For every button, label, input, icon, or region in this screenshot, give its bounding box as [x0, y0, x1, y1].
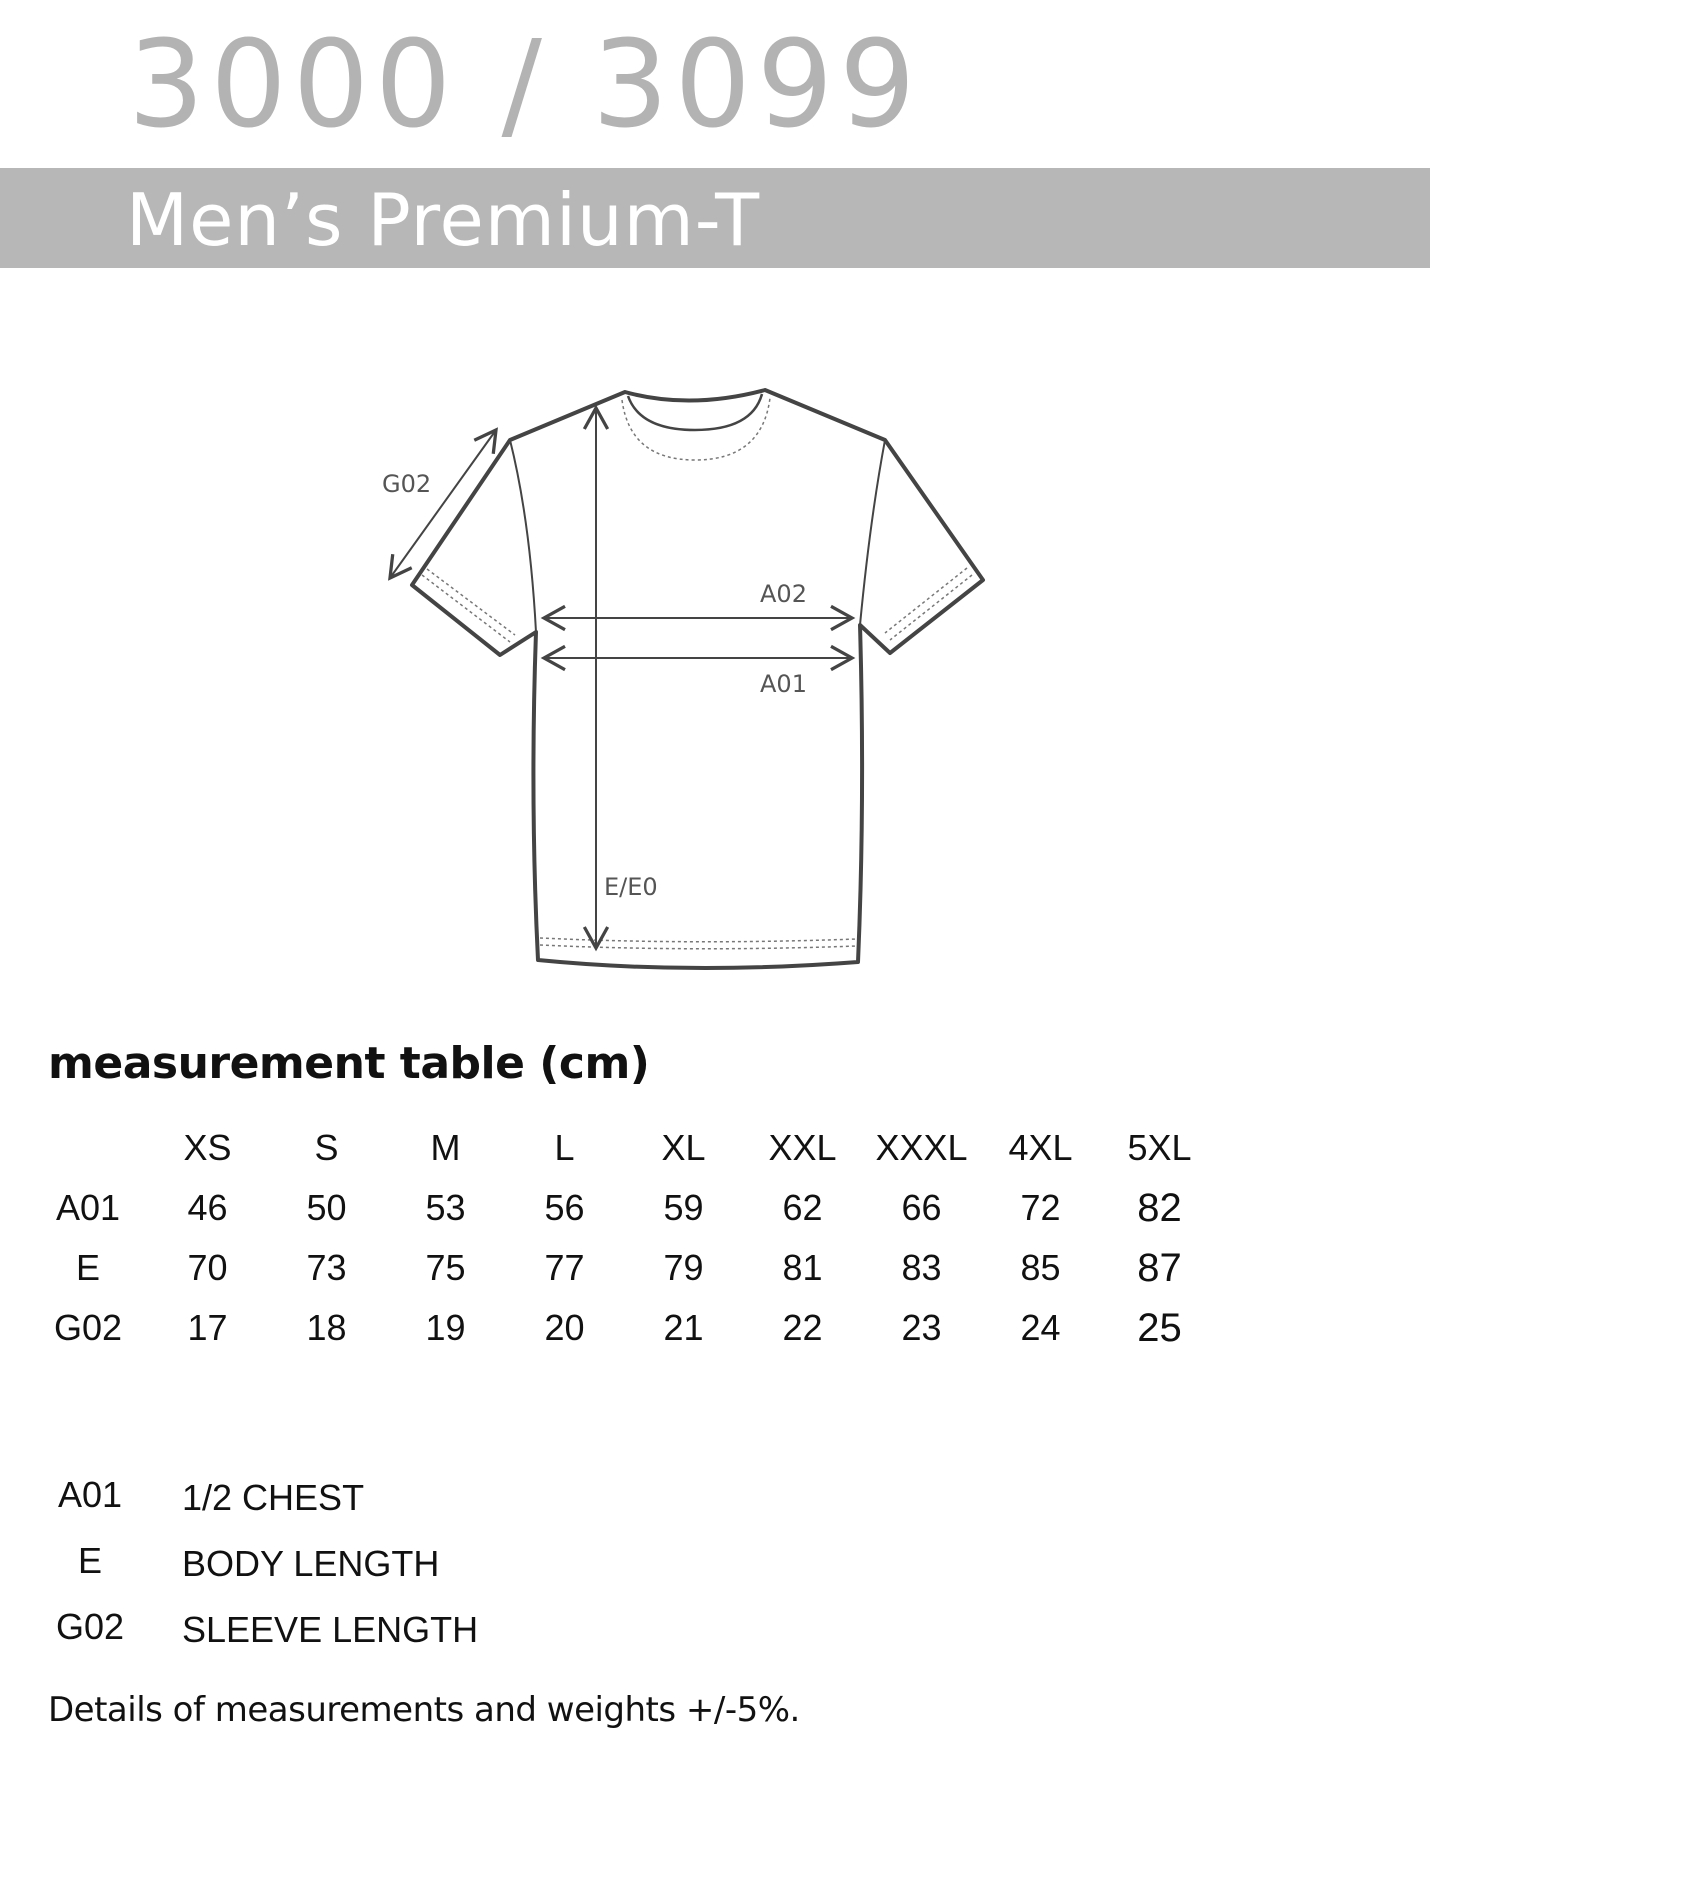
left-sleeve-stitch: [422, 575, 510, 642]
legend-description: SLEEVE LENGTH: [182, 1609, 479, 1650]
measurement-legend: [28, 1462, 478, 1660]
table-cell: 50: [306, 1187, 347, 1228]
size-header: XS: [183, 1127, 232, 1168]
table-cell: 17: [187, 1307, 228, 1348]
length-label: E/E0: [604, 873, 658, 901]
row-key: A01: [55, 1187, 121, 1228]
left-armhole: [510, 440, 536, 632]
table-cell: 66: [901, 1187, 942, 1228]
legend-key: E: [77, 1540, 102, 1581]
size-header: XXL: [768, 1127, 837, 1168]
table-cell: 22: [782, 1307, 823, 1348]
table-cell: 72: [1020, 1187, 1061, 1228]
legend-description: BODY LENGTH: [182, 1543, 440, 1584]
table-cell: 83: [901, 1247, 942, 1288]
table-cell: 82: [1137, 1185, 1182, 1230]
table-cell: 77: [544, 1247, 585, 1288]
right-sleeve-stitch: [890, 575, 972, 640]
legend-row: [28, 1462, 478, 1528]
table-cell: 59: [663, 1187, 704, 1228]
legend-row: [28, 1594, 478, 1660]
left-sleeve-stitch-2: [427, 569, 515, 635]
table-cell: 62: [782, 1187, 823, 1228]
table-cell: 23: [901, 1307, 942, 1348]
measurement-table: [28, 1118, 1219, 1358]
sleeve-arrow: [390, 430, 496, 578]
sleeve-label: G02: [382, 470, 432, 498]
size-header: S: [314, 1127, 339, 1168]
size-header: XXXL: [875, 1127, 968, 1168]
table-cell: 79: [663, 1247, 704, 1288]
table-row: [28, 1298, 1219, 1358]
table-cell: 73: [306, 1247, 347, 1288]
right-armhole: [860, 440, 885, 625]
table-cell: 18: [306, 1307, 347, 1348]
tshirt-diagram: [360, 370, 1020, 990]
table-cell: 20: [544, 1307, 585, 1348]
legend-row: [28, 1528, 478, 1594]
table-cell: 75: [425, 1247, 466, 1288]
hem-stitch-2: [540, 938, 857, 942]
size-header: M: [430, 1127, 461, 1168]
size-header: L: [554, 1127, 575, 1168]
table-row: [28, 1238, 1219, 1298]
table-cell: 46: [187, 1187, 228, 1228]
table-cell: 24: [1020, 1307, 1061, 1348]
table-cell: 25: [1137, 1305, 1182, 1350]
size-header: 4XL: [1008, 1127, 1073, 1168]
legend-description: 1/2 CHEST: [182, 1477, 365, 1518]
tolerance-note: Details of measurements and weights +/-5%.: [48, 1690, 800, 1730]
table-cell: 53: [425, 1187, 466, 1228]
product-code-title: 3000 / 3099: [128, 16, 922, 155]
product-name-banner: [0, 168, 1430, 268]
chest-lower-label: A01: [760, 670, 807, 698]
table-cell: 21: [663, 1307, 704, 1348]
measurement-table-heading: measurement table (cm): [48, 1038, 650, 1089]
table-cell: 56: [544, 1187, 585, 1228]
legend-key: A01: [57, 1474, 123, 1515]
table-header-row: [28, 1118, 1219, 1178]
tshirt-outline: [412, 390, 983, 968]
table-cell: 19: [425, 1307, 466, 1348]
size-header: 5XL: [1127, 1127, 1192, 1168]
table-cell: 85: [1020, 1247, 1061, 1288]
table-corner: [28, 1118, 148, 1178]
size-header: XL: [661, 1127, 706, 1168]
row-key: E: [75, 1247, 100, 1288]
legend-key: G02: [55, 1606, 125, 1647]
row-key: G02: [53, 1307, 123, 1348]
table-row: [28, 1178, 1219, 1238]
table-cell: 70: [187, 1247, 228, 1288]
table-cell: 87: [1137, 1245, 1182, 1290]
table-cell: 81: [782, 1247, 823, 1288]
chest-upper-label: A02: [760, 580, 807, 608]
hem-stitch: [540, 945, 857, 949]
product-name: Men’s Premium-T: [126, 178, 761, 262]
